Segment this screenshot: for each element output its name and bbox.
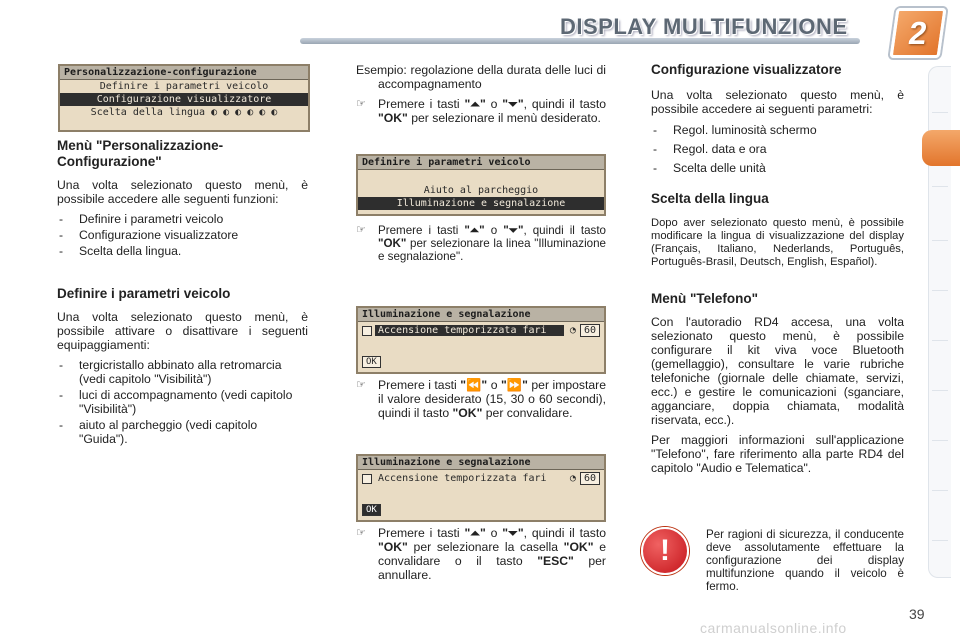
tab-divider bbox=[932, 240, 948, 241]
tab-divider bbox=[932, 290, 948, 291]
lcd-menu-item: Aiuto al parcheggio bbox=[423, 185, 539, 196]
lcd-title: Illuminazione e segnalazione bbox=[358, 308, 604, 322]
pointing-hand-icon: ☞ bbox=[356, 224, 366, 236]
instruction-step: ☞ Premere i tasti "⏶" o "⏷", quindi il tasto "OK" per selezionare la linea "Illuminazione e segnalazione". bbox=[356, 224, 607, 263]
warning-icon: ! bbox=[641, 527, 689, 575]
section-heading: Menù "Personalizzazione-Configurazione" bbox=[57, 138, 224, 169]
section-heading: Configurazione visualizzatore bbox=[651, 62, 842, 77]
parameter-list bbox=[651, 122, 904, 177]
column-right bbox=[651, 62, 904, 481]
paragraph: Una volta selezionato questo menù, è possibile accedere ai seguenti parametri: bbox=[651, 88, 904, 116]
tab-divider bbox=[932, 490, 948, 491]
instruction-step: ☞ Premere i tasti "⏪" o "⏩" per impostare il valore desiderato (15, 30 o 60 secondi), quindi il tasto "OK" per convalidare. bbox=[356, 378, 607, 420]
paragraph: Con l'autoradio RD4 accesa, una volta selezionato questo menù, è possibile configurare il kit viva voce Bluetooth (gemellaggio), consultare le varie rubriche telefoniche (giornale delle chiamate, servizi, ecc.) e gestire le comunicazioni (sganciare, agganciare, doppia chiamata, modalità riservata, ecc.). bbox=[651, 315, 904, 427]
display-screenshot-lighting bbox=[356, 306, 606, 374]
function-list bbox=[57, 212, 308, 258]
paragraph: Per maggiori informazioni sull'applicazione "Telefono", fare riferimento alla parte RD4 del capitolo "Audio e Telematica". bbox=[651, 433, 904, 475]
list-item: - Definire i parametri veicolo bbox=[57, 212, 308, 226]
lcd-title: Illuminazione e segnalazione bbox=[358, 456, 604, 470]
list-item: - Scelta della lingua. bbox=[57, 244, 308, 258]
section-heading: Scelta della lingua bbox=[651, 191, 769, 206]
display-screenshot-lighting-ok bbox=[356, 454, 606, 522]
safety-warning bbox=[706, 528, 904, 599]
chapter-tab-active[interactable] bbox=[922, 130, 960, 166]
list-item: - Scelta delle unità bbox=[651, 160, 904, 177]
clock-icon: ◔ bbox=[569, 473, 576, 484]
clock-icon: ◔ bbox=[569, 325, 576, 336]
instruction-step: ☞ Premere i tasti "⏶" o "⏷", quindi il tasto "OK" per selezionare la casella "OK" e convalidare o il tasto "ESC" per annullare. bbox=[356, 526, 606, 582]
lcd-menu-item: Scelta della lingua ◐ ◐ ◐ ◐ ◐ ◐ bbox=[90, 107, 278, 118]
lcd-ok-box-selected: OK bbox=[362, 504, 381, 516]
display-screenshot-vehicle-params bbox=[356, 154, 606, 216]
lcd-row-label: Accensione temporizzata fari bbox=[378, 473, 547, 484]
instruction-step: ☞ Premere i tasti "⏶" o "⏷", quindi il tasto "OK" per selezionare il menù desiderato. bbox=[356, 97, 606, 125]
page-title: DISPLAY MULTIFUNZIONE bbox=[560, 14, 848, 39]
list-item: - Configurazione visualizzatore bbox=[57, 228, 308, 242]
step-three bbox=[356, 378, 606, 420]
example-text: Esempio: regolazione della durata delle luci di accompagnamento bbox=[356, 63, 606, 91]
step-two bbox=[356, 224, 606, 263]
step-four bbox=[356, 526, 606, 582]
chapter-badge: 2 bbox=[889, 8, 946, 58]
section-heading: Menù "Telefono" bbox=[651, 291, 759, 306]
lcd-row-label: Accensione temporizzata fari bbox=[375, 325, 564, 336]
tab-divider bbox=[932, 340, 948, 341]
lcd-row bbox=[358, 470, 604, 487]
display-screenshot-menu bbox=[58, 64, 310, 132]
tab-divider bbox=[932, 540, 948, 541]
lcd-row bbox=[358, 322, 604, 339]
column-middle bbox=[356, 63, 606, 125]
equipment-list bbox=[57, 358, 308, 446]
paragraph: Una volta selezionato questo menù, è possibile attivare o disattivare i seguenti equipaggiamenti: bbox=[57, 310, 308, 352]
column-left bbox=[57, 138, 308, 448]
checkbox-icon bbox=[362, 474, 372, 484]
lcd-title: Personalizzazione-configurazione bbox=[60, 66, 308, 80]
paragraph: Una volta selezionato questo menù, è possibile accedere alle seguenti funzioni: bbox=[57, 178, 308, 206]
tab-divider bbox=[932, 112, 948, 113]
pointing-hand-icon: ☞ bbox=[356, 527, 366, 539]
warning-text: Per ragioni di sicurezza, il conducente deve assolutamente effettuare la configurazione dei display multifunzione quando il veicolo è fermo. bbox=[706, 528, 904, 593]
pointing-hand-icon: ☞ bbox=[356, 98, 366, 110]
watermark: carmanualsonline.info bbox=[700, 620, 847, 636]
lcd-menu-item-selected: Illuminazione e segnalazione bbox=[358, 197, 604, 210]
pointing-hand-icon: ☞ bbox=[356, 379, 366, 391]
tab-divider bbox=[932, 440, 948, 441]
tab-divider bbox=[932, 390, 948, 391]
page-number: 39 bbox=[909, 606, 925, 622]
header-band bbox=[0, 0, 960, 56]
tab-divider bbox=[932, 186, 948, 187]
list-item: - tergicristallo abbinato alla retromarcia (vedi capitolo "Visibilità") bbox=[57, 358, 308, 386]
lcd-value: 60 bbox=[580, 324, 600, 337]
lcd-menu-item-selected: Configurazione visualizzatore bbox=[60, 93, 308, 106]
lcd-value: 60 bbox=[580, 472, 600, 485]
lcd-menu-item: Definire i parametri veicolo bbox=[99, 81, 269, 92]
checkbox-icon bbox=[362, 326, 372, 336]
paragraph: Dopo aver selezionato questo menù, è possibile modificare la lingua di visualizzazione del display (Français, Italiano, Nederlands, Português, Português-Brasil, Deutsch, English, Español). bbox=[651, 217, 904, 268]
lcd-title: Definire i parametri veicolo bbox=[358, 156, 604, 170]
list-item: - aiuto al parcheggio (vedi capitolo "Guida"). bbox=[57, 418, 308, 446]
lcd-ok-box: OK bbox=[362, 356, 381, 368]
list-item: - Regol. data e ora bbox=[651, 141, 904, 158]
list-item: - luci di accompagnamento (vedi capitolo "Visibilità") bbox=[57, 388, 308, 416]
list-item: - Regol. luminosità schermo bbox=[651, 122, 904, 139]
section-heading: Definire i parametri veicolo bbox=[57, 286, 231, 301]
